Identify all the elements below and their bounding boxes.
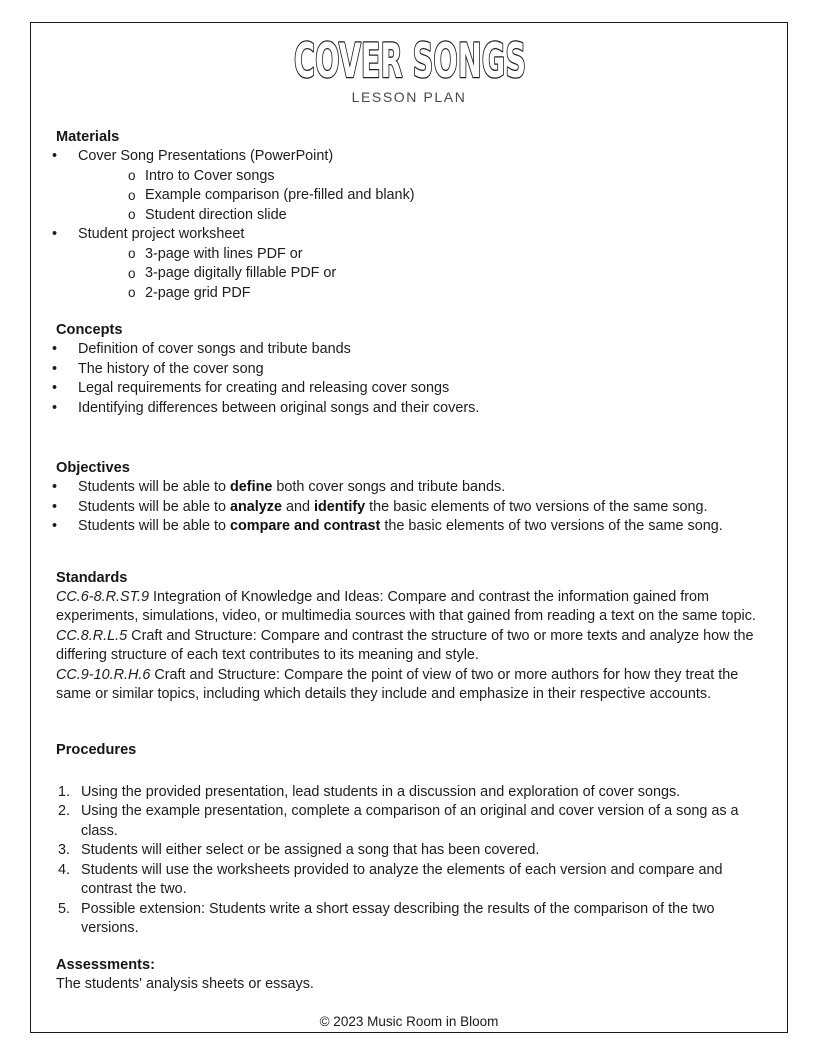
sub-list-item: o 3-page digitally fillable PDF or [78, 264, 764, 284]
page-border-frame [30, 22, 788, 1033]
page-title: COVER SONGS [294, 35, 526, 87]
list-item: • Definition of cover songs and tribute bands [56, 340, 764, 360]
materials-list [56, 147, 764, 303]
assessments-heading: Assessments: [56, 956, 155, 973]
standard-code: CC.9-10.R.H.6 [56, 666, 151, 683]
document-header [31, 35, 787, 105]
list-item: • Legal requirements for creating and releasing cover songs [56, 379, 764, 399]
standard-text: Integration of Knowledge and Ideas: Compare and contrast the information gained from experiments, simulations, video, or multimedia sources with that gained from reading a text on the same topic. [56, 588, 756, 624]
standard-text: Craft and Structure: Compare the point of view of two or more authors for how they treat the same or similar topics, including which details they include and emphasize in their respective accounts. [56, 666, 739, 702]
objective-text: and [282, 498, 315, 515]
section-materials [56, 127, 764, 303]
standards-heading: Standards [56, 569, 128, 586]
standard-entry [56, 627, 764, 666]
objectives-heading: Objectives [56, 460, 130, 476]
sub-list-item: o Example comparison (pre-filled and blank) [78, 186, 764, 206]
procedures-heading: Procedures [56, 741, 137, 758]
numbered-item: Students will use the worksheets provided to analyze the elements of each version and compare and contrast the two. [81, 861, 723, 897]
bold-keyword: identify [314, 498, 366, 515]
page-subtitle: LESSON PLAN [351, 89, 467, 105]
standard-text: Craft and Structure: Compare and contrast the structure of two or more texts and analyze how the differing structure of each text contributes to its meaning and style. [56, 627, 754, 663]
concepts-heading: Concepts [56, 322, 123, 338]
bold-keyword: analyze [230, 498, 282, 515]
list-item-text: Student project worksheet [78, 226, 245, 242]
assessments-text: The students' analysis sheets or essays. [56, 975, 314, 992]
sub-list-item: o Intro to Cover songs [78, 167, 764, 187]
materials-heading: Materials [56, 129, 120, 145]
section-standards [56, 568, 764, 705]
materials-sublist [78, 245, 764, 304]
standard-code: CC.6-8.R.ST.9 [56, 588, 150, 605]
section-objectives [56, 458, 764, 537]
objective-text: Students will be able to [78, 498, 230, 515]
numbered-item: Possible extension: Students write a short essay describing the results of the comparison of the two versions. [81, 900, 715, 936]
numbered-item: Students will either select or be assigned a song that has been covered. [81, 842, 540, 858]
section-procedures [56, 740, 764, 939]
concepts-list [56, 340, 764, 418]
procedures-list [56, 783, 764, 939]
objectives-list [56, 478, 764, 537]
standard-code: CC.8.R.L.5 [56, 627, 128, 644]
sub-list-item: o 3-page with lines PDF or [78, 245, 764, 265]
list-item [56, 225, 764, 303]
sub-list-item: o 2-page grid PDF [78, 284, 764, 304]
list-item [56, 498, 764, 518]
bold-keyword: compare and contrast [230, 518, 381, 534]
title-bubble-art [31, 35, 789, 87]
list-item [56, 147, 764, 225]
list-item: • The history of the cover song [56, 360, 764, 380]
list-item [56, 478, 764, 498]
section-assessments [56, 955, 764, 995]
list-item [56, 517, 764, 537]
document-body [31, 127, 787, 994]
objective-text: Students will be able to [78, 479, 230, 495]
sub-list-item: o Student direction slide [78, 206, 764, 226]
list-item: • Identifying differences between original songs and their covers. [56, 399, 764, 419]
numbered-item: Using the provided presentation, lead students in a discussion and exploration of cover songs. [81, 783, 681, 800]
standard-entry [56, 666, 764, 705]
section-concepts [56, 320, 764, 418]
numbered-item: Using the example presentation, complete a comparison of an original and cover version of a song as a class. [81, 803, 739, 839]
standard-entry [56, 588, 764, 627]
list-item-text: Cover Song Presentations (PowerPoint) [78, 148, 334, 164]
copyright-footer: © 2023 Music Room in Bloom [319, 1014, 499, 1029]
bold-keyword: define [230, 479, 273, 495]
materials-sublist [78, 167, 764, 226]
objective-text: the basic elements of two versions of the same song. [380, 518, 723, 534]
objective-text: Students will be able to [78, 518, 230, 534]
objective-text: the basic elements of two versions of the same song. [365, 498, 708, 515]
objective-text: both cover songs and tribute bands. [272, 479, 506, 495]
